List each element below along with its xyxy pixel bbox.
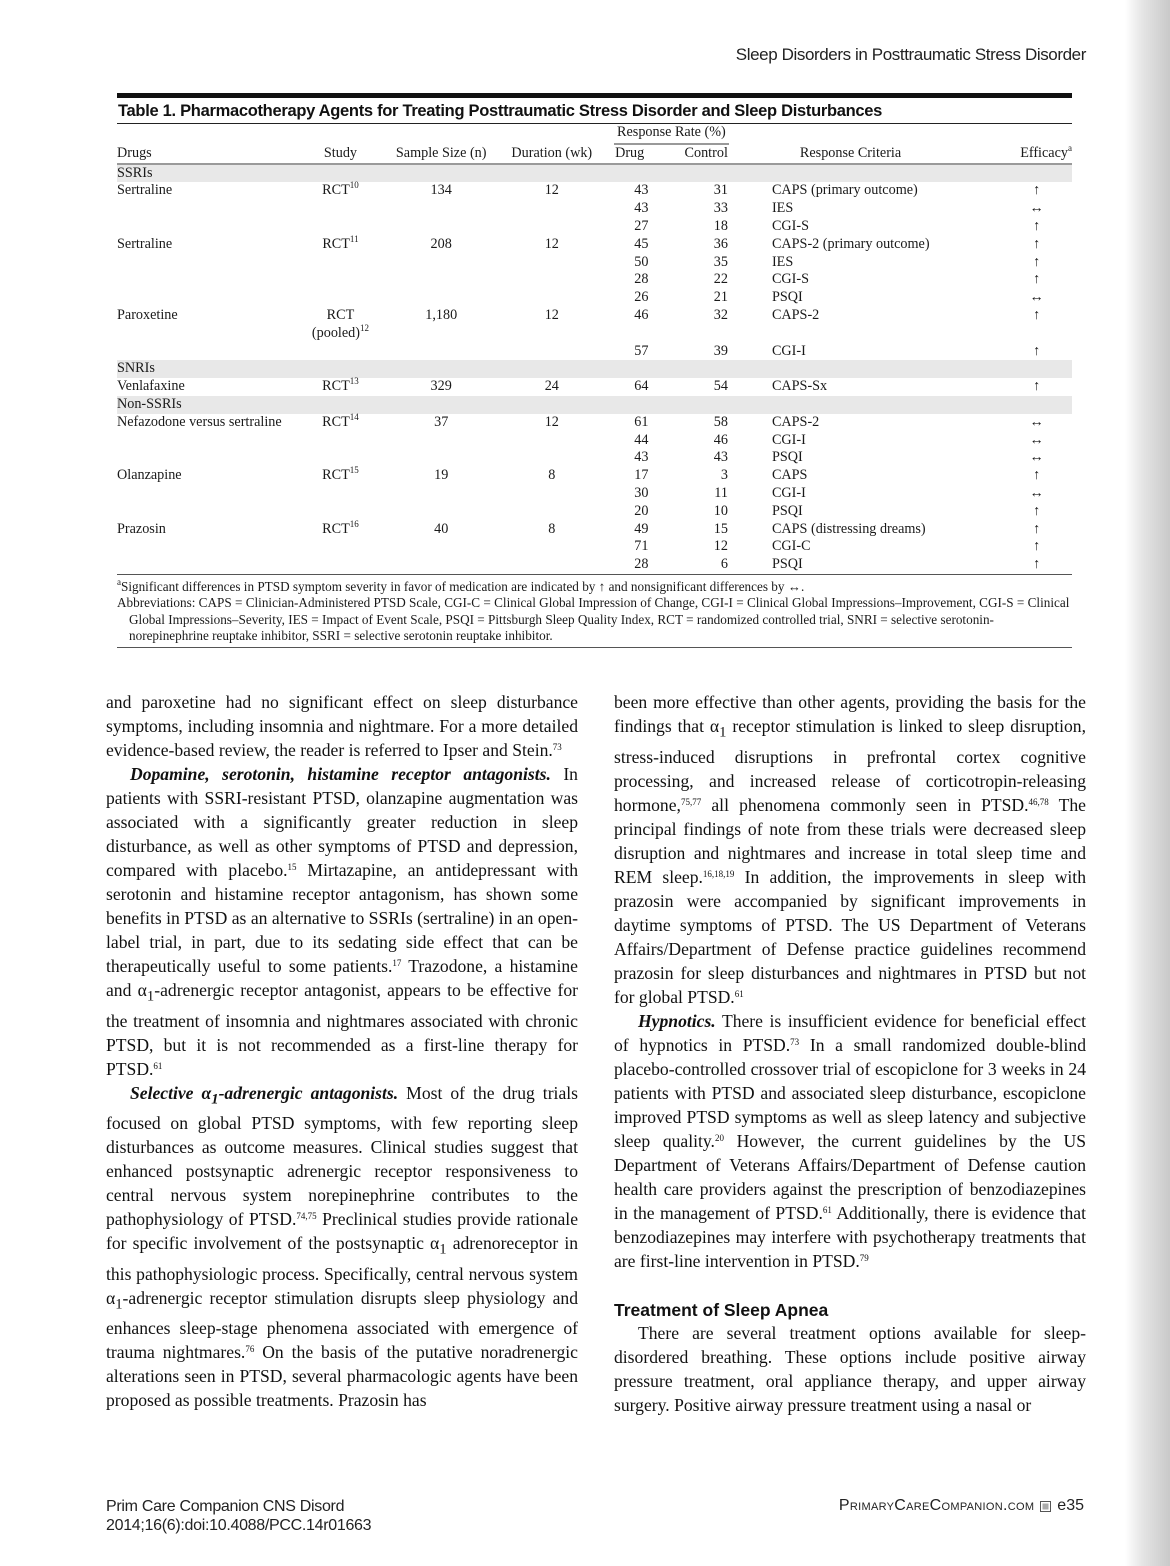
drug-response-rate: 43 <box>634 449 649 466</box>
control-response-rate: 21 <box>713 289 728 306</box>
table-row <box>117 449 1072 467</box>
drug-name: Olanzapine <box>117 467 182 484</box>
empty-cell <box>374 503 509 521</box>
response-criteria: PSQI <box>771 289 803 306</box>
sample-size: 329 <box>430 378 452 395</box>
page-edge-shadow <box>1125 0 1170 1566</box>
arrow-up-icon: ↑ <box>1033 467 1041 484</box>
empty-cell <box>374 218 509 236</box>
group-row <box>117 360 1072 378</box>
drug-name: Sertraline <box>117 182 173 199</box>
empty-cell <box>307 271 373 289</box>
arrow-left-right-icon: ↔ <box>1029 484 1044 501</box>
empty-cell <box>117 556 307 574</box>
sample-size: 208 <box>430 235 452 252</box>
control-response-rate: 15 <box>713 520 728 537</box>
group-label: Non-SSRIs <box>117 396 1072 414</box>
drug-response-rate: 26 <box>634 289 649 306</box>
arrow-up-icon: ↑ <box>1033 217 1041 234</box>
control-response-rate: 35 <box>713 253 728 270</box>
sample-size: 1,180 <box>425 306 458 323</box>
empty-cell <box>117 343 307 361</box>
drug-name: Venlafaxine <box>117 378 185 395</box>
arrow-left-right-icon: ↔ <box>1029 413 1044 430</box>
drug-response-rate: 28 <box>634 271 649 288</box>
response-criteria: CAPS-Sx <box>771 378 828 395</box>
empty-cell <box>117 485 307 503</box>
arrow-left-right-icon: ↔ <box>1029 289 1044 306</box>
table-row <box>117 200 1072 218</box>
footnote-a: $^a$Significant differences in PTSD symptom severity in favor of medication are indicated by ↑ and nonsignificant differences by ↔. <box>117 576 805 594</box>
empty-cell <box>307 503 373 521</box>
control-response-rate: 58 <box>713 413 728 430</box>
drug-name: Sertraline <box>117 235 173 252</box>
empty-cell <box>307 289 373 307</box>
arrow-left-right-icon: ↔ <box>1029 200 1044 217</box>
table-row <box>117 289 1072 307</box>
col-header-drug-rate: Drug <box>595 145 665 164</box>
site-link[interactable]: PrimaryCareCompanion.com <box>838 1497 1035 1514</box>
empty-cell <box>509 432 595 450</box>
control-response-rate: 36 <box>713 235 728 252</box>
response-criteria: CGI-S <box>771 271 810 288</box>
empty-cell <box>509 538 595 556</box>
col-header-study: Study <box>307 145 373 164</box>
response-criteria: CAPS (distressing dreams) <box>771 520 926 537</box>
arrow-up-icon: ↑ <box>953 556 1072 574</box>
paragraph: Dopamine, serotonin, histamine receptor antagonists. In patients with SSRI-resistant PTSD, olanzapine augmentation was associated with a significantly greater reduction in sleep disturbance, as well as other symptoms of PTSD and depression, compared with placebo.$^{15}$ Mirtazapine, an antidepressant with serotonin and histamine receptor antagonism, has shown some benefits in PTSD as an alternative to SSRIs (sertraline) in an open-label trial, in part, due to its sedating side effect that can be therapeutically useful to some patients.$^{17}$ Trazodone, a histamine and $\alpha_1$-adrenergic receptor antagonist, appears to be effective for the treatment of insomnia and nightmares associated with chronic PTSD, but it is not recommended as a first-line therapy for PTSD.$^{61}$ <box>106 764 579 1079</box>
abbreviations-note: Abbreviations: CAPS = Clinician-Administered PTSD Scale, CGI-C = Clinical Global Impression of Change, CGI-I = Clinical Global Impressions–Improvement, CGI-S = Clinical Global Impressions–Severity, IES = Impact of Event Scale, PSQI = Pittsburgh Sleep Quality Index, RCT = randomized controlled trial, SNRI = selective serotonin-norepinephrine reuptake inhibitor, SSRI = selective serotonin reuptake inhibitor. <box>117 595 1070 643</box>
arrow-up-icon: ↑ <box>1033 538 1041 555</box>
empty-cell <box>307 254 373 272</box>
response-criteria: CGI-C <box>771 538 811 555</box>
duration-weeks: 8 <box>548 467 556 484</box>
arrow-up-icon: ↑ <box>1033 306 1041 323</box>
empty-cell <box>509 254 595 272</box>
empty-cell <box>509 503 595 521</box>
col-header-efficacy: Efficacy$^a$ <box>953 145 1072 164</box>
table-row <box>117 503 1072 521</box>
duration-weeks: 24 <box>544 378 559 395</box>
section-heading: Treatment of Sleep Apnea <box>614 1299 829 1320</box>
drug-response-rate: 71 <box>634 538 649 555</box>
journal-name: Prim Care Companion CNS Disord <box>106 1498 345 1515</box>
control-response-rate: 10 <box>713 502 728 519</box>
table-row <box>117 218 1072 236</box>
table-row <box>117 414 1072 432</box>
sample-size: 40 <box>434 520 449 537</box>
drug-response-rate: 45 <box>634 235 649 252</box>
duration-weeks: 8 <box>548 520 556 537</box>
table-row <box>117 343 1072 361</box>
square-bullet-icon <box>1040 1501 1051 1512</box>
paragraph: Selective $\alpha_1$-adrenergic antagonists. Most of the drug trials focused on global PTSD symptoms, with few reporting sleep disturbances as outcome measures. Clinical studies suggest that enhanced postsynaptic adrenergic receptor responsiveness to central nervous system norepinephrine contributes to the pathophysiology of PTSD.$^{74,75}$ Preclinical studies provide rationale for specific involvement of the postsynaptic $\alpha_1$ adrenoreceptor in this pathophysiologic process. Specifically, central nervous system $\alpha_1$-adrenergic receptor stimulation disrupts sleep physiology and enhances sleep-stage phenomena associated with emergence of trauma nightmares.$^{76}$ On the basis of the putative noradrenergic alterations seen in PTSD, several pharmacologic agents have been proposed as possible treatments. Prazosin has <box>106 1082 579 1411</box>
control-response-rate: 18 <box>713 217 728 234</box>
table-row <box>117 521 1072 539</box>
empty-cell <box>307 485 373 503</box>
drug-response-rate: 61 <box>634 413 649 430</box>
table-body <box>117 164 1072 575</box>
control-response-rate: 31 <box>713 182 728 199</box>
response-rate-header: Response Rate (%) <box>595 124 748 145</box>
table-row <box>117 378 1072 396</box>
paragraph: Hypnotics. There is insufficient evidence for beneficial effect of hypnotics in PTSD.$^{73}$ In a small randomized double-blind placebo-controlled crossover trial of escopiclone for 3 weeks in 24 patients with PTSD and associated sleep disturbance, escopiclone improved PTSD symptoms as well as sleep latency and subjective sleep quality.$^{20}$ However, the current guidelines by the US Department of Veterans Affairs/Department of Defense caution health care providers against the prescription of benzodiazepines in the management of PTSD.$^{61}$ Additionally, there is evidence that benzodiazepines may interfere with psychotherapy treatments that are first-line intervention in PTSD.$^{79}$ <box>614 1010 1087 1271</box>
table-row <box>117 271 1072 289</box>
col-header-sample-size: Sample Size (n) <box>374 145 509 164</box>
duration-weeks: 12 <box>544 235 559 252</box>
empty-cell <box>509 449 595 467</box>
duration-weeks: 12 <box>544 306 559 323</box>
run-in-heading: Hypnotics. <box>638 1010 716 1031</box>
response-criteria: IES <box>771 253 794 270</box>
arrow-up-icon: ↑ <box>1033 271 1041 288</box>
footer-site <box>839 1497 1084 1515</box>
empty-cell <box>117 218 307 236</box>
empty-cell <box>307 449 373 467</box>
drug-response-rate: 50 <box>634 253 649 270</box>
response-criteria: CGI-I <box>771 342 806 359</box>
control-response-rate: 32 <box>713 306 728 323</box>
arrow-up-icon: ↑ <box>1033 378 1041 395</box>
table-row <box>117 556 1072 574</box>
table-row <box>117 538 1072 556</box>
study-type: RCT$^{14}$ <box>322 411 359 430</box>
group-row <box>117 164 1072 183</box>
run-in-heading: Dopamine, serotonin, histamine receptor antagonists. <box>130 764 551 784</box>
study-type: RCT$^{13}$ <box>322 376 359 395</box>
empty-cell <box>509 485 595 503</box>
duration-weeks: 12 <box>544 413 559 430</box>
drug-response-rate: 17 <box>634 467 649 484</box>
table-row <box>117 182 1072 200</box>
col-header-duration: Duration (wk) <box>509 145 595 164</box>
empty-cell <box>509 218 595 236</box>
response-criteria: CGI-I <box>771 431 806 448</box>
group-row <box>117 396 1072 414</box>
drug-response-rate: 49 <box>634 520 649 537</box>
drug-name: Paroxetine <box>117 306 178 323</box>
arrow-left-right-icon: ↔ <box>1029 431 1044 448</box>
arrow-left-right-icon: ↔ <box>1029 449 1044 466</box>
empty-cell <box>117 503 307 521</box>
drug-response-rate: 46 <box>634 306 649 323</box>
study-type: RCT$^{16}$ <box>322 518 359 537</box>
running-head: Sleep Disorders in Posttraumatic Stress Disorder <box>735 45 1086 64</box>
empty-cell <box>307 538 373 556</box>
empty-cell <box>117 254 307 272</box>
empty-cell <box>374 485 509 503</box>
group-label: SNRIs <box>117 360 1072 378</box>
response-criteria: CAPS-2 <box>771 413 820 430</box>
study-type: RCT$^{10}$ <box>322 180 359 199</box>
paragraph: been more effective than other agents, providing the basis for the findings that $\alpha_1$ receptor stimulation is linked to sleep disruption, stress-induced disruptions in prefrontal cortex cognitive processing, and increased release of corticotropin-releasing hormone,$^{75,77}$ all phenomena commonly seen in PTSD.$^{46,78}$ The principal findings of note from these trials were decreased sleep disruption and nightmares and increase in total sleep time and REM sleep.$^{16,18,19}$ In addition, the improvements in sleep with prazosin were accompanied by significant improvements in daytime symptoms of PTSD. The US Department of Veterans Affairs/Department of Defense practice guidelines recommend prazosin for sleep disturbances and nightmares in PTSD but not for global PTSD.$^{61}$ <box>614 692 1086 1007</box>
control-response-rate: 6 <box>664 556 747 574</box>
drug-response-rate: 44 <box>634 431 649 448</box>
response-criteria: CAPS (primary outcome) <box>771 182 918 199</box>
response-criteria: PSQI <box>771 502 803 519</box>
empty-cell <box>509 289 595 307</box>
drug-response-rate: 64 <box>634 378 649 395</box>
sample-size: 134 <box>430 182 452 199</box>
empty-cell <box>307 218 373 236</box>
pharmacotherapy-table <box>117 124 1072 575</box>
empty-cell <box>374 271 509 289</box>
group-label: SSRIs <box>117 164 1072 183</box>
drug-response-rate: 30 <box>634 484 649 501</box>
table-row <box>117 254 1072 272</box>
drug-response-rate: 43 <box>634 182 649 199</box>
footer-citation <box>106 1497 371 1535</box>
arrow-up-icon: ↑ <box>1033 502 1041 519</box>
empty-cell <box>374 254 509 272</box>
control-response-rate: 12 <box>713 538 728 555</box>
table-row <box>117 485 1072 503</box>
drug-name: Nefazodone versus sertraline <box>117 413 282 430</box>
drug-response-rate: 20 <box>634 502 649 519</box>
col-header-criteria: Response Criteria <box>748 145 953 164</box>
body-column-left <box>106 690 578 1412</box>
arrow-up-icon: ↑ <box>1033 235 1041 252</box>
control-response-rate: 46 <box>713 431 728 448</box>
study-type: RCT$^{15}$ <box>322 465 359 484</box>
col-header-control-rate: Control <box>664 145 747 164</box>
arrow-up-icon: ↑ <box>1033 182 1041 199</box>
study-type: RCT$^{11}$ <box>322 233 359 252</box>
table-title: Table 1. Pharmacotherapy Agents for Treating Posttraumatic Stress Disorder and Sleep Disturbances <box>117 98 1072 124</box>
empty-cell <box>307 432 373 450</box>
empty-cell <box>117 271 307 289</box>
empty-cell <box>374 449 509 467</box>
response-criteria: IES <box>771 200 794 217</box>
empty-cell <box>307 200 373 218</box>
arrow-up-icon: ↑ <box>1033 253 1041 270</box>
arrow-up-icon: ↑ <box>1033 520 1041 537</box>
control-response-rate: 33 <box>713 200 728 217</box>
drug-response-rate: 43 <box>634 200 649 217</box>
response-criteria: PSQI <box>748 556 953 574</box>
doi-citation: 2014;16(6):doi:10.4088/PCC.14r01663 <box>106 1517 372 1534</box>
duration-weeks: 12 <box>544 182 559 199</box>
control-response-rate: 11 <box>714 484 728 501</box>
paragraph: and paroxetine had no significant effect on sleep disturbance symptoms, including insomnia and nightmare. For a more detailed evidence-based review, the reader is referred to Ipser and Stein.$^{73}$ <box>106 692 578 760</box>
response-criteria: PSQI <box>771 449 803 466</box>
study-type: RCT (pooled)$^{12}$ <box>311 306 369 341</box>
empty-cell <box>374 343 509 361</box>
empty-cell <box>117 449 307 467</box>
control-response-rate: 54 <box>713 378 728 395</box>
response-criteria: CAPS-2 <box>771 306 820 323</box>
empty-cell <box>374 200 509 218</box>
col-header-drugs: Drugs <box>117 145 307 164</box>
empty-cell <box>374 432 509 450</box>
empty-cell <box>509 200 595 218</box>
table-row <box>117 307 1072 343</box>
table-row <box>117 467 1072 485</box>
empty-cell <box>117 289 307 307</box>
control-response-rate: 22 <box>713 271 728 288</box>
drug-name: Prazosin <box>117 520 166 537</box>
response-criteria: CGI-S <box>771 217 810 234</box>
table-row <box>117 432 1072 450</box>
sample-size: 37 <box>434 413 449 430</box>
empty-cell <box>509 343 595 361</box>
table-header-row <box>117 145 1072 164</box>
empty-cell <box>307 343 373 361</box>
table-footnotes <box>117 575 1072 648</box>
control-response-rate: 39 <box>713 342 728 359</box>
empty-cell <box>307 556 373 574</box>
empty-cell <box>374 556 509 574</box>
response-criteria: CAPS <box>771 467 808 484</box>
drug-response-rate: 57 <box>634 342 649 359</box>
control-response-rate: 43 <box>713 449 728 466</box>
empty-cell <box>509 556 595 574</box>
table-1 <box>117 93 1072 648</box>
arrow-up-icon: ↑ <box>1033 342 1041 359</box>
empty-cell <box>117 538 307 556</box>
empty-cell <box>509 271 595 289</box>
table-row <box>117 236 1072 254</box>
response-criteria: CGI-I <box>771 484 806 501</box>
drug-response-rate: 28 <box>595 556 665 574</box>
sample-size: 19 <box>434 467 449 484</box>
body-column-right <box>614 690 1086 1417</box>
empty-cell <box>374 538 509 556</box>
run-in-heading: Selective $\alpha_1$-adrenergic antagonists. <box>130 1082 399 1108</box>
drug-response-rate: 27 <box>634 217 649 234</box>
empty-cell <box>117 432 307 450</box>
empty-cell <box>374 289 509 307</box>
empty-cell <box>117 200 307 218</box>
control-response-rate: 3 <box>720 467 728 484</box>
page-number: e35 <box>1057 1497 1084 1514</box>
response-criteria: CAPS-2 (primary outcome) <box>771 235 930 252</box>
paragraph: There are several treatment options available for sleep-disordered breathing. These options include positive airway pressure treatment, oral appliance therapy, and upper airway surgery. Positive airway pressure treatment using a nasal or <box>614 1322 1086 1415</box>
